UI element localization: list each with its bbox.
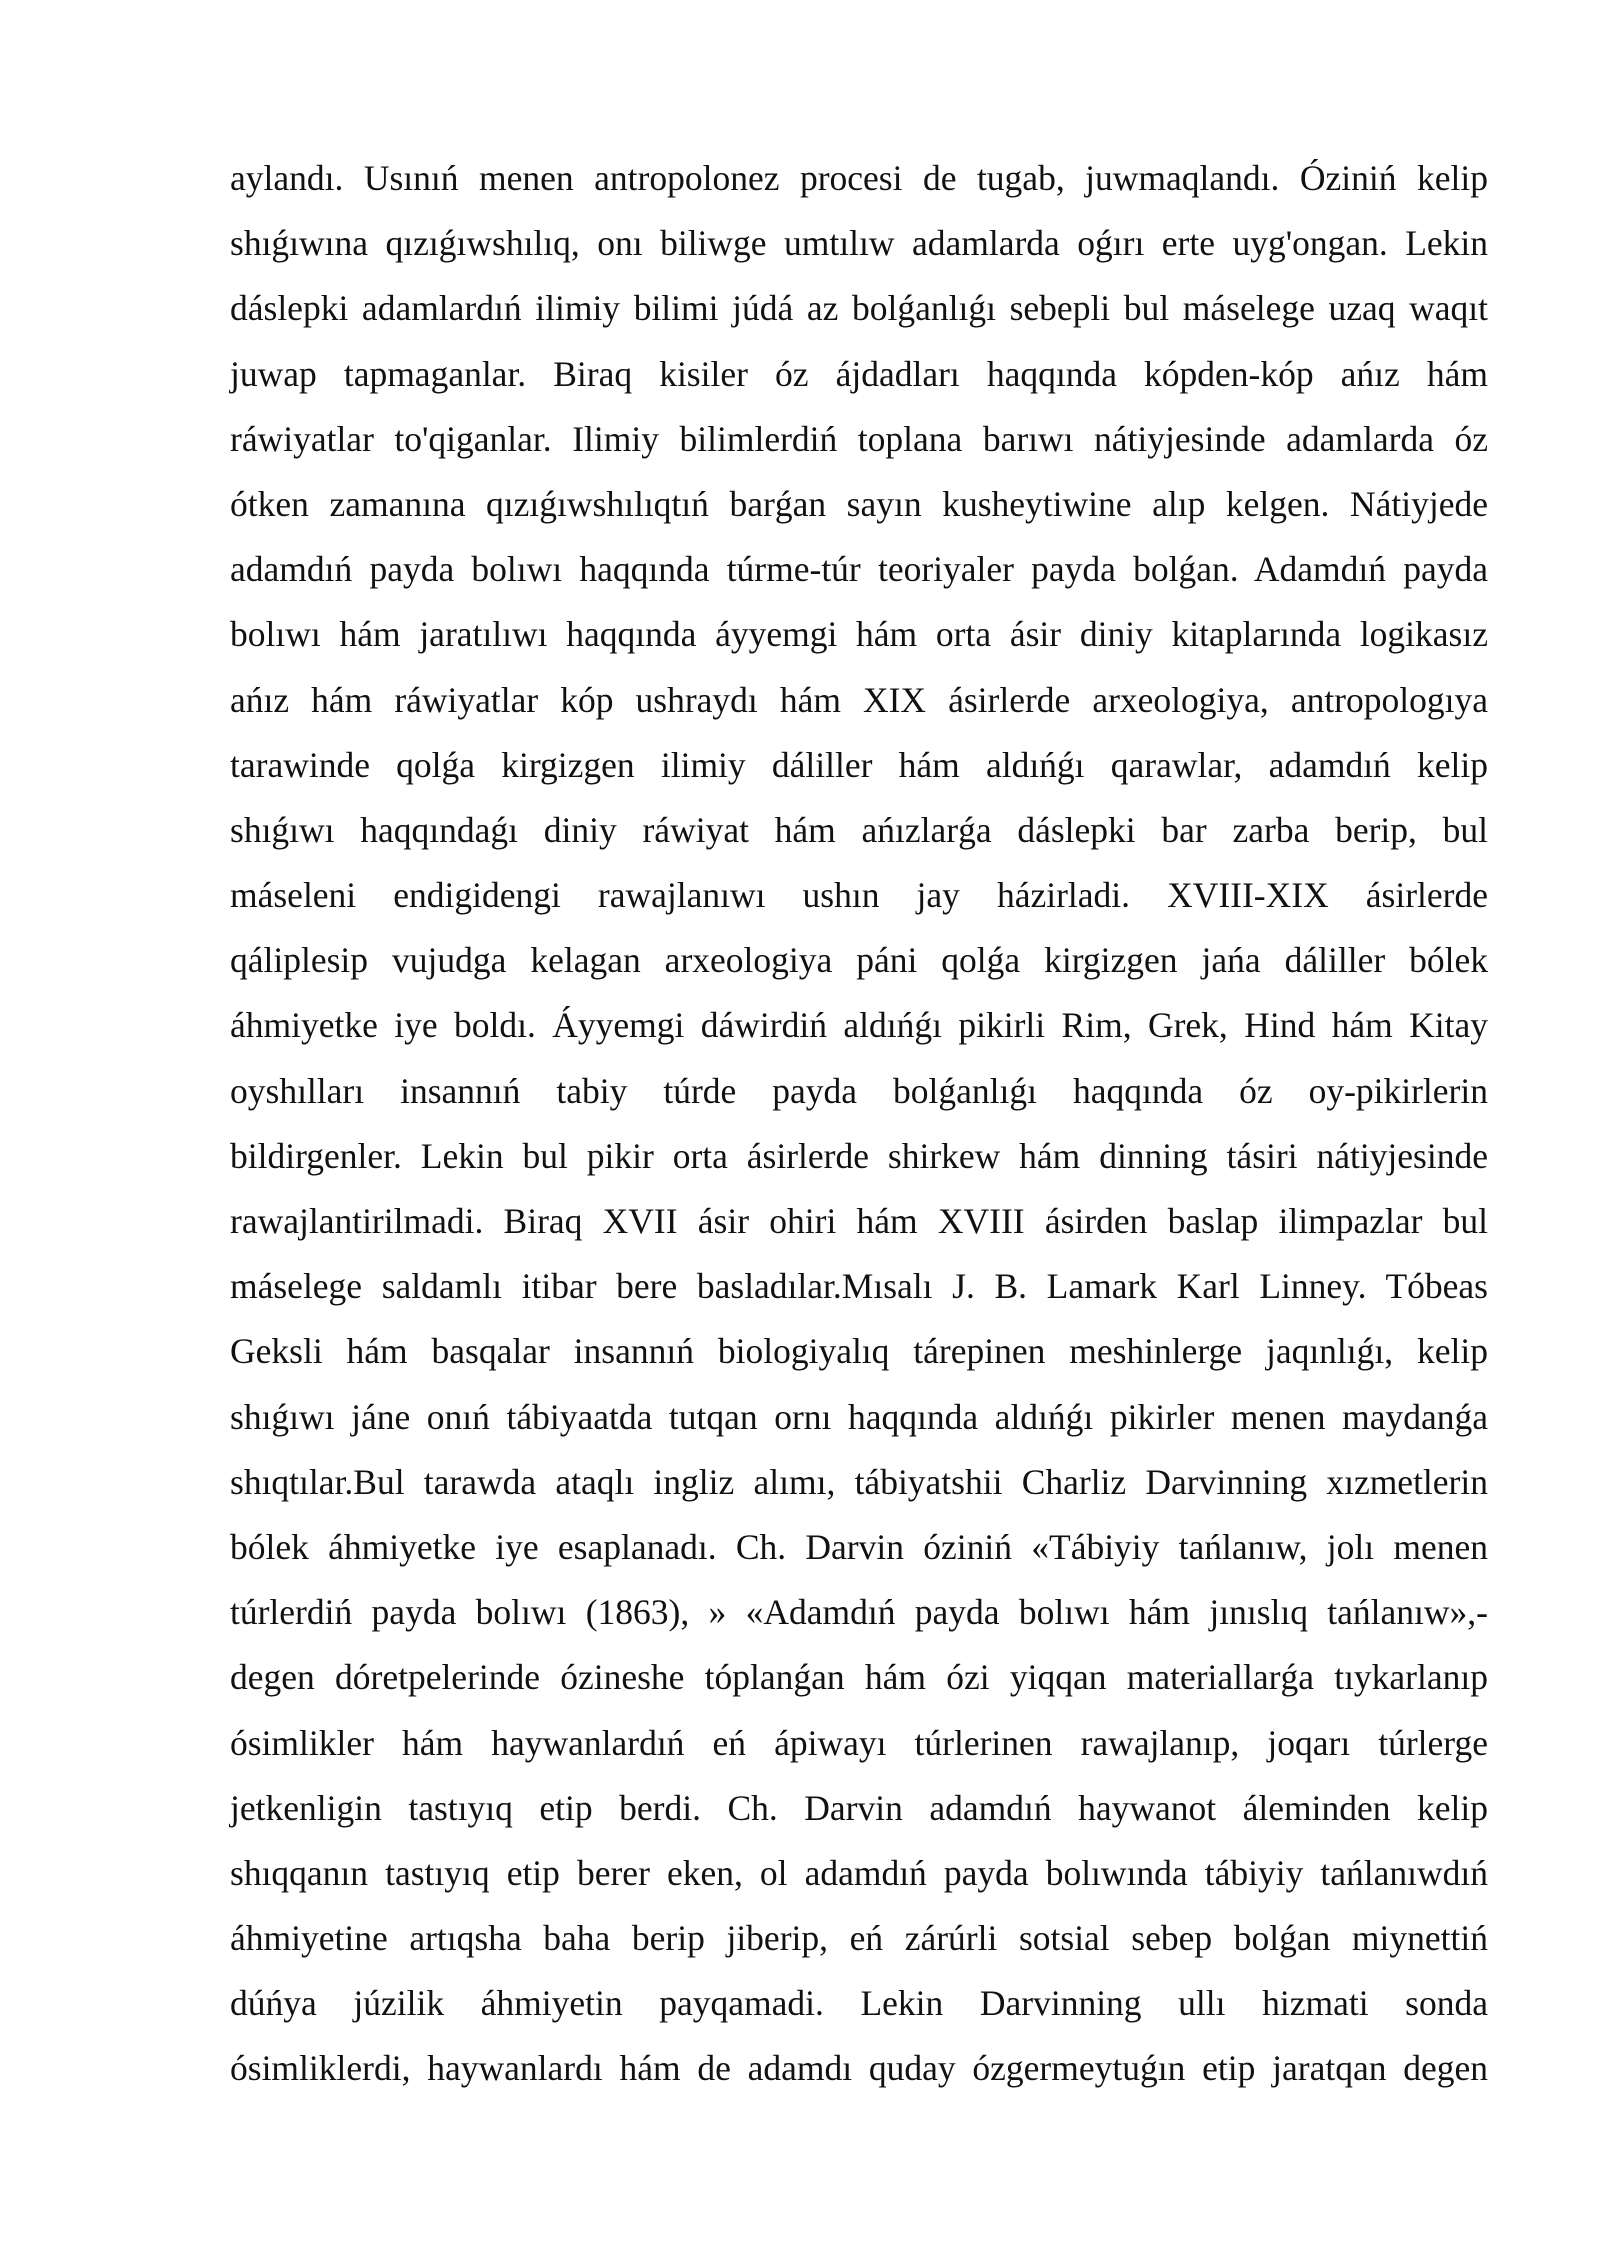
- text-line: adamdıń payda bolıwı haqqında túrme-túr teoriyaler payda bolǵan. Adamdıń payda: [230, 549, 1488, 590]
- body-text: [230, 152, 1488, 2108]
- text-line: juwap tapmaganlar. Biraq kisiler óz ájdadları haqqında kópden-kóp ańız hám: [230, 353, 1488, 394]
- text-line: ósimliklerdi, haywanlardı hám de adamdı quday ózgermeytuǵın etip jaratqan degen: [230, 2048, 1488, 2089]
- text-line: aylandı. Usınıń menen antropolonez procesi de tugab, juwmaqlandı. Óziniń kelip: [230, 158, 1488, 198]
- text-line: degen dóretpelerinde ózineshe tóplanǵan hám ózi yiqqan materiallarǵa tıykarlanıp: [230, 1657, 1488, 1698]
- text-line: jetkenligin tastıyıq etip berdi. Ch. Darvin adamdıń haywanot áleminden kelip: [230, 1787, 1488, 1828]
- text-line: áhmiyetke iye boldı. Áyyemgi dáwirdiń aldıńǵı pikirli Rim, Grek, Hind hám Kitay: [230, 1005, 1488, 1046]
- text-line: ótken zamanına qızıǵıwshılıqtıń barǵan sayın kusheytiwine alıp kelgen. Nátiyjede: [230, 483, 1488, 524]
- text-line: ósimlikler hám haywanlardıń eń ápiwayı túrlerinen rawajlanıp, joqarı túrlerge: [230, 1722, 1488, 1763]
- text-line: bolıwı hám jaratılıwı haqqında áyyemgi hám orta ásir diniy kitaplarında logikasız: [230, 614, 1488, 655]
- text-line: máseleni endigidengi rawajlanıwı ushın jay házirladi. XVIII-XIX ásirlerde: [230, 875, 1488, 916]
- text-line: oyshılları insannıń tabiy túrde payda bolǵanlıǵı haqqında óz oy-pikirlerin: [230, 1070, 1488, 1111]
- text-line: dáslepki adamlardıń ilimiy bilimi júdá az bolǵanlıǵı sebepli bul máselege uzaq waqıt: [230, 288, 1488, 329]
- text-line: áhmiyetine artıqsha baha berip jiberip, eń zárúrli sotsial sebep bolǵan miynettiń: [230, 1918, 1488, 1959]
- text-line: ráwiyatlar to'qiganlar. Ilimiy bilimlerdiń toplana barıwı nátiyjesinde adamlarda óz: [230, 418, 1488, 459]
- text-line: shıǵıwı jáne onıń tábiyaatda tutqan ornı haqqında aldıńǵı pikirler menen maydanǵa: [230, 1396, 1488, 1437]
- text-line: tarawinde qolǵa kirgizgen ilimiy dáliller hám aldıńǵı qarawlar, adamdıń kelip: [230, 744, 1488, 785]
- text-line: Geksli hám basqalar insannıń biologiyalıq tárepinen meshinlerge jaqınlıǵı, kelip: [230, 1331, 1488, 1372]
- text-line: shıqtılar.Bul tarawda ataqlı ingliz alımı, tábiyatshii Charliz Darvinning xızmetlerin: [230, 1461, 1488, 1502]
- text-line: shıqqanın tastıyıq etip berer eken, ol adamdıń payda bolıwında tábiyiy tańlanıwdıń: [230, 1852, 1488, 1893]
- text-line: qáliplesip vujudga kelagan arxeologiya páni qolǵa kirgizgen jańa dáliller bólek: [230, 940, 1488, 981]
- text-line: shıǵıwı haqqındaǵı diniy ráwiyat hám ańızlarǵa dáslepki bar zarba berip, bul: [230, 809, 1488, 850]
- text-line: bólek áhmiyetke iye esaplanadı. Ch. Darvin óziniń «Tábiyiy tańlanıw, jolı menen: [230, 1526, 1488, 1567]
- text-line: dúńya júzilik áhmiyetin payqamadi. Lekin Darvinning ullı hizmati sonda: [230, 1983, 1488, 2024]
- text-line: shıǵıwına qızıǵıwshılıq, onı biliwge umtılıw adamlarda oǵırı erte uyg'ongan. Lekin: [230, 223, 1488, 264]
- text-line: ańız hám ráwiyatlar kóp ushraydı hám XIX ásirlerde arxeologiya, antropologıya: [230, 679, 1488, 720]
- text-line: túrlerdiń payda bolıwı (1863), » «Adamdıń payda bolıwı hám jınıslıq tańlanıw»,-: [230, 1592, 1488, 1633]
- text-line: rawajlantirilmadi. Biraq XVII ásir ohiri hám XVIII ásirden baslap ilimpazlar bul: [230, 1201, 1488, 1241]
- text-line: bildirgenler. Lekin bul pikir orta ásirlerde shirkew hám dinning tásiri nátiyjesinde: [230, 1135, 1488, 1176]
- text-line: máselege saldamlı itibar bere basladılar.Mısalı J. B. Lamark Karl Linney. Tóbeas: [230, 1266, 1488, 1307]
